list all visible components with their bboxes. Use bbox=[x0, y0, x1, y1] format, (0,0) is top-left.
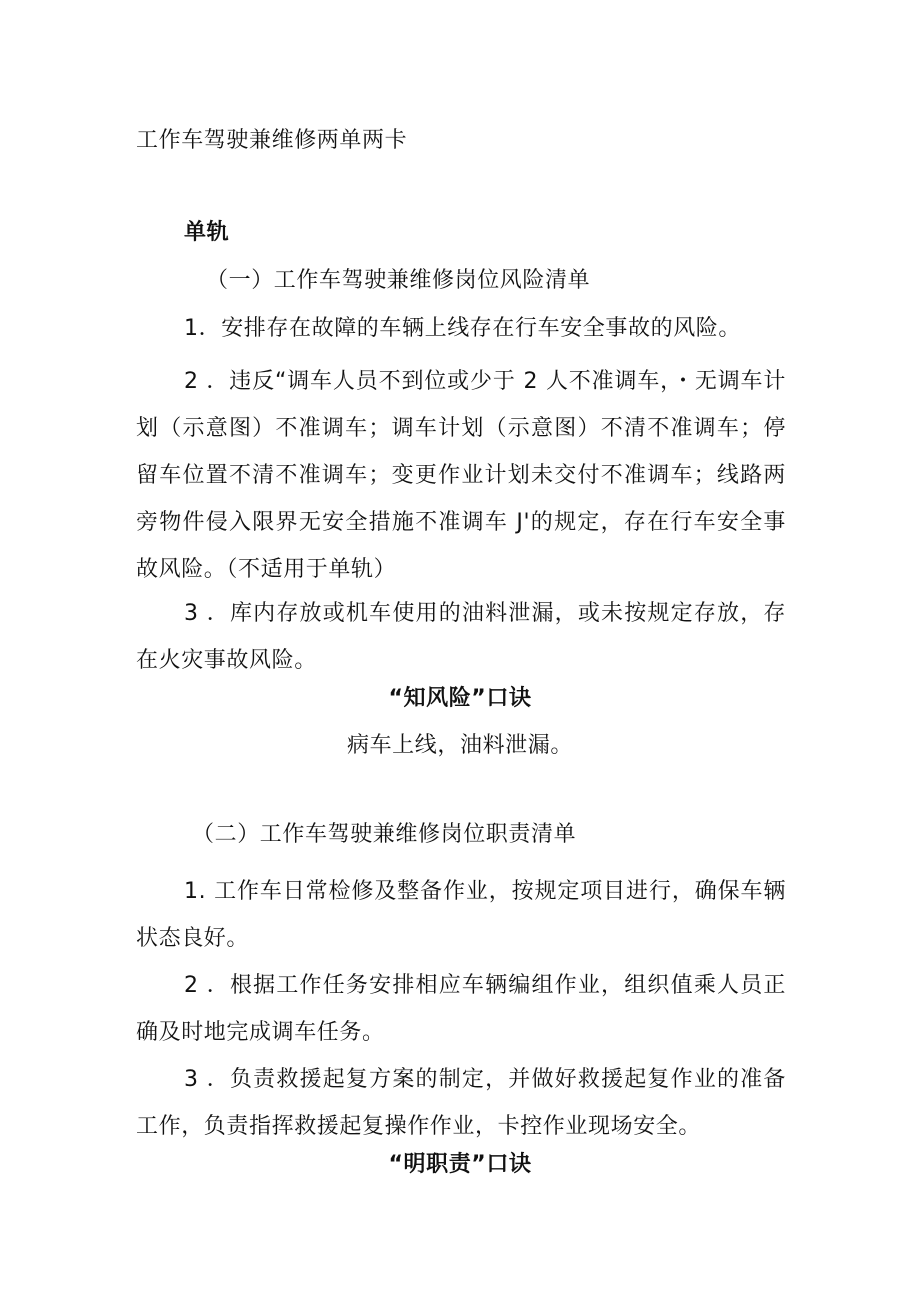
mnemonic-text: 病车上线，油料泄漏。 bbox=[346, 733, 573, 758]
list-item: 2 ．根据工作任务安排相应车辆编组作业，组织值乘人员正确及时地完成调车任务。 bbox=[136, 973, 786, 1045]
subheading: 单轨 bbox=[184, 220, 230, 245]
mnemonic-title: “明职责”口诀 bbox=[388, 1152, 532, 1177]
list-item: 3 ．库内存放或机车使用的油料泄漏，或未按规定存放，存在火灾事故风险。 bbox=[136, 601, 786, 673]
mnemonic-title: “知风险”口诀 bbox=[388, 686, 532, 711]
section-heading: （一）工作车驾驶兼维修岗位风险清单 bbox=[206, 268, 591, 293]
section-heading: （二）工作车驾驶兼维修岗位职责清单 bbox=[192, 822, 577, 847]
list-item: 1. 工作车日常检修及整备作业，按规定项目进行，确保车辆状态良好。 bbox=[136, 879, 786, 951]
list-item: 2 ．违反“调车人员不到位或少于 2 人不准调车，・无调车计划（示意图）不准调车；调车计划（示意图）不清不准调车；停留车位置不清不准调车；变更作业计划未交付不准调车；线路两旁物件侵入限界无安全措施不准调车 J'的规定，存在行车安全事故风险。（不适用于单轨） bbox=[136, 369, 786, 582]
document-title: 工作车驾驶兼维修两单两卡 bbox=[136, 128, 408, 153]
list-item: 3 ．负责救援起复方案的制定，并做好救援起复作业的准备工作，负责指挥救援起复操作作业，卡控作业现场安全。 bbox=[136, 1067, 786, 1139]
list-item: 1．安排存在故障的车辆上线存在行车安全事故的风险。 bbox=[184, 316, 741, 341]
